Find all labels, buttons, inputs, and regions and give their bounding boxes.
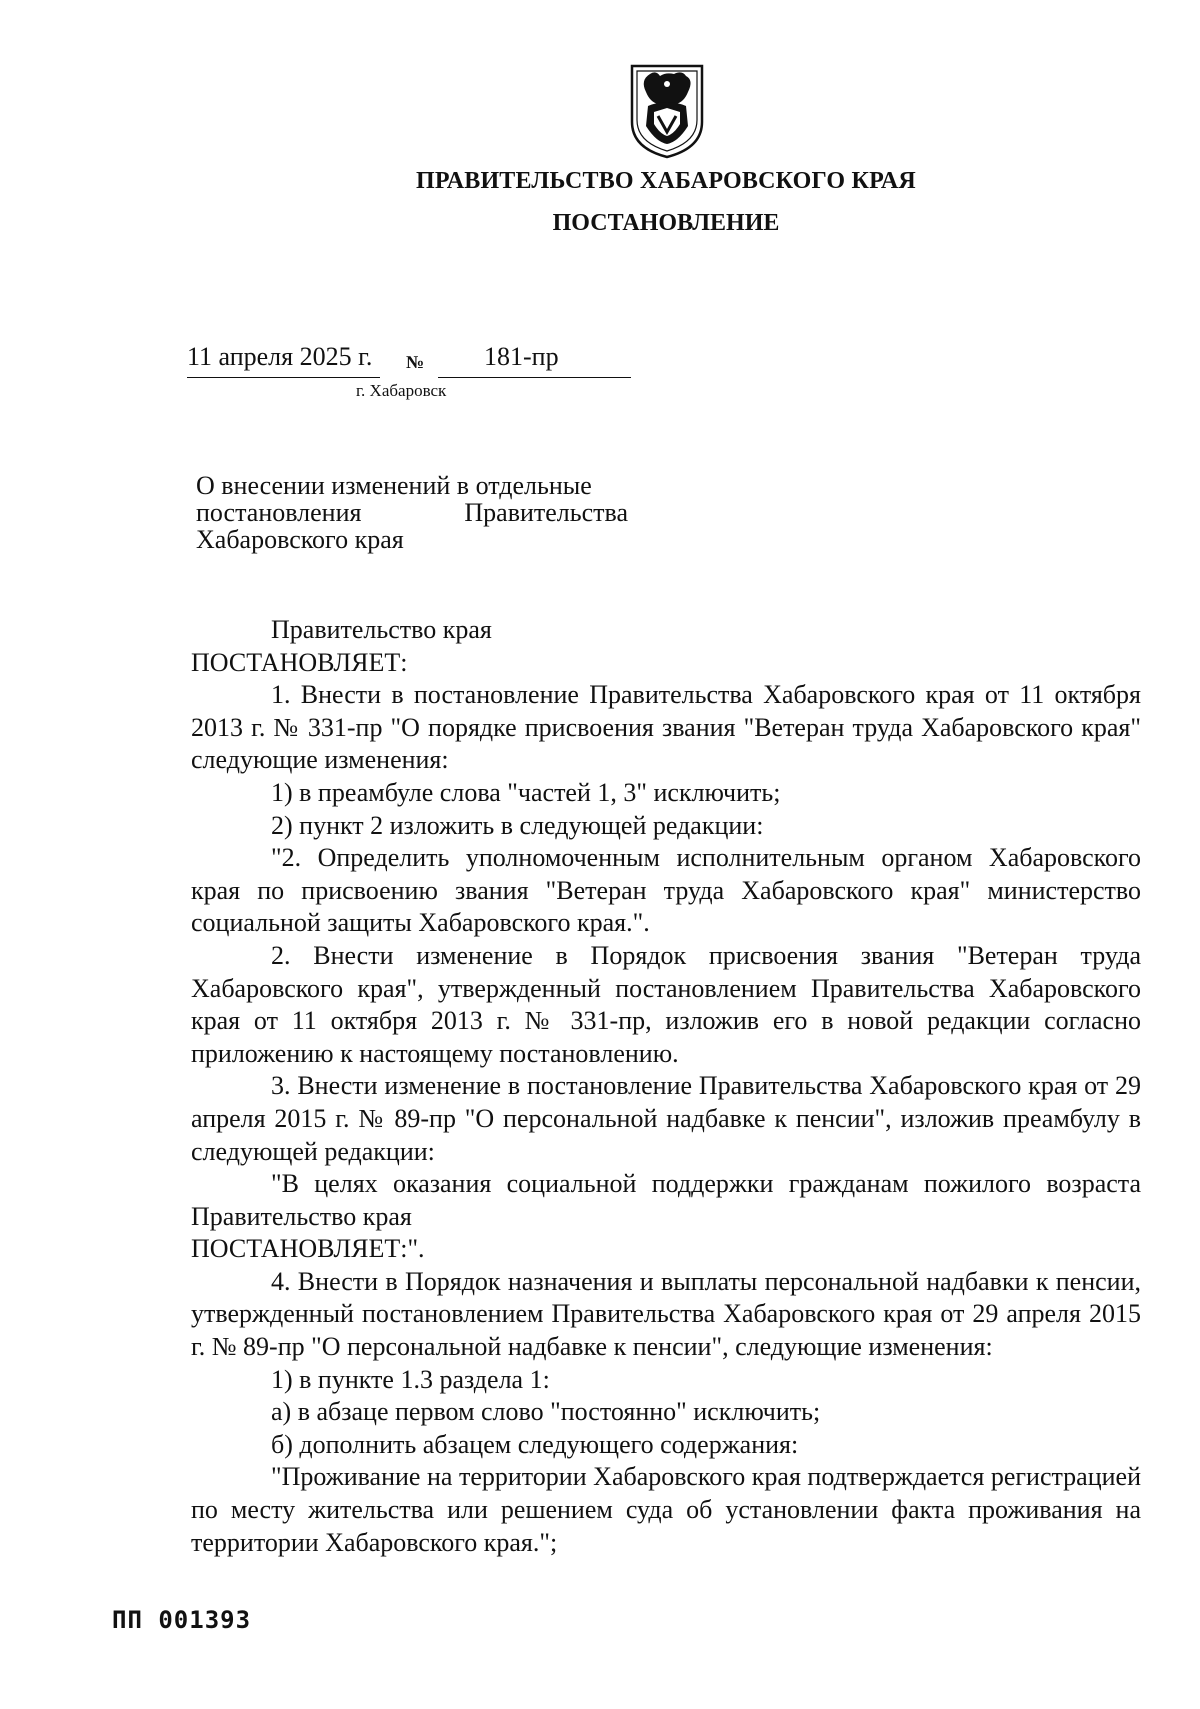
subject-word: постановления xyxy=(196,498,362,527)
paragraph: "В целях оказания социальной поддержки гражданам пожилого возраста Правительство края xyxy=(191,1169,1141,1231)
document-city: г. Хабаровск xyxy=(356,381,447,400)
subject-line xyxy=(196,499,628,526)
paragraph: б) дополнить абзацем следующего содержания: xyxy=(271,1429,799,1459)
paragraph: ПОСТАНОВЛЯЕТ:". xyxy=(191,1234,425,1264)
paragraph: 4. Внести в Порядок назначения и выплаты персональной надбавки к пенсии, утвержденный постановлением Правительства Хабаровского края от 29 апреля 2015 г. № 89-пр "О персональной надбавке к пенсии", следующие изменения: xyxy=(191,1266,1141,1362)
subject-word: Правительства xyxy=(464,498,628,527)
paragraph: 2) пункт 2 изложить в следующей редакции: xyxy=(271,810,764,840)
document-number: 181-пр xyxy=(484,342,559,371)
number-underline xyxy=(438,377,631,378)
paragraph: Правительство края xyxy=(271,615,492,644)
document-body xyxy=(191,614,1141,1559)
paragraph: 1. Внести в постановление Правительства Хабаровского края от 11 октября 2013 г. № 331-пр "О порядке присвоения звания "Ветеран труда Хабаровского края" следующие изменения: xyxy=(191,680,1141,775)
paragraph: 2. Внести изменение в Порядок присвоения звания "Ветеран труда Хабаровского края", утвержденный постановлением Правительства Хабаровского края от 11 октября 2013 г. № 331-пр, изложив его в новой редакции согласно приложению к настоящему постановлению. xyxy=(191,940,1141,1068)
paragraph: 3. Внести изменение в постановление Правительства Хабаровского края от 29 апреля 2015 г. № 89-пр "О персональной надбавке к пенсии", изложив преамбулу в следующей редакции: xyxy=(191,1071,1141,1166)
paragraph: "2. Определить уполномоченным исполнительным органом Хабаровского края по присвоению звания "Ветеран труда Хабаровского края" министерство социальной защиты Хабаровского края.". xyxy=(191,843,1141,938)
paragraph: а) в абзаце первом слово "постоянно" исключить; xyxy=(271,1397,821,1427)
paragraph: ПОСТАНОВЛЯЕТ: xyxy=(191,647,408,677)
number-sign: № xyxy=(406,352,425,372)
paragraph: 1) в преамбуле слова "частей 1, 3" исключить; xyxy=(271,777,781,807)
khabarovsk-bear-emblem-icon xyxy=(628,62,706,160)
document-subject xyxy=(196,472,628,553)
document-date: 11 апреля 2025 г. xyxy=(187,342,373,371)
government-title: ПРАВИТЕЛЬСТВО ХАБАРОВСКОГО КРАЯ xyxy=(416,168,916,194)
subject-line: Хабаровского края xyxy=(196,525,404,554)
paragraph: 1) в пункте 1.3 раздела 1: xyxy=(271,1364,550,1394)
subject-line: О внесении изменений в отдельные xyxy=(196,471,592,500)
paragraph: "Проживание на территории Хабаровского края подтверждается регистрацией по месту жительства или решением суда об установлении факта проживания на территории Хабаровского края."; xyxy=(191,1462,1141,1557)
form-serial-code: ПП 001393 xyxy=(112,1606,252,1634)
document-type-heading: ПОСТАНОВЛЕНИЕ xyxy=(552,210,780,236)
date-underline xyxy=(187,377,380,378)
